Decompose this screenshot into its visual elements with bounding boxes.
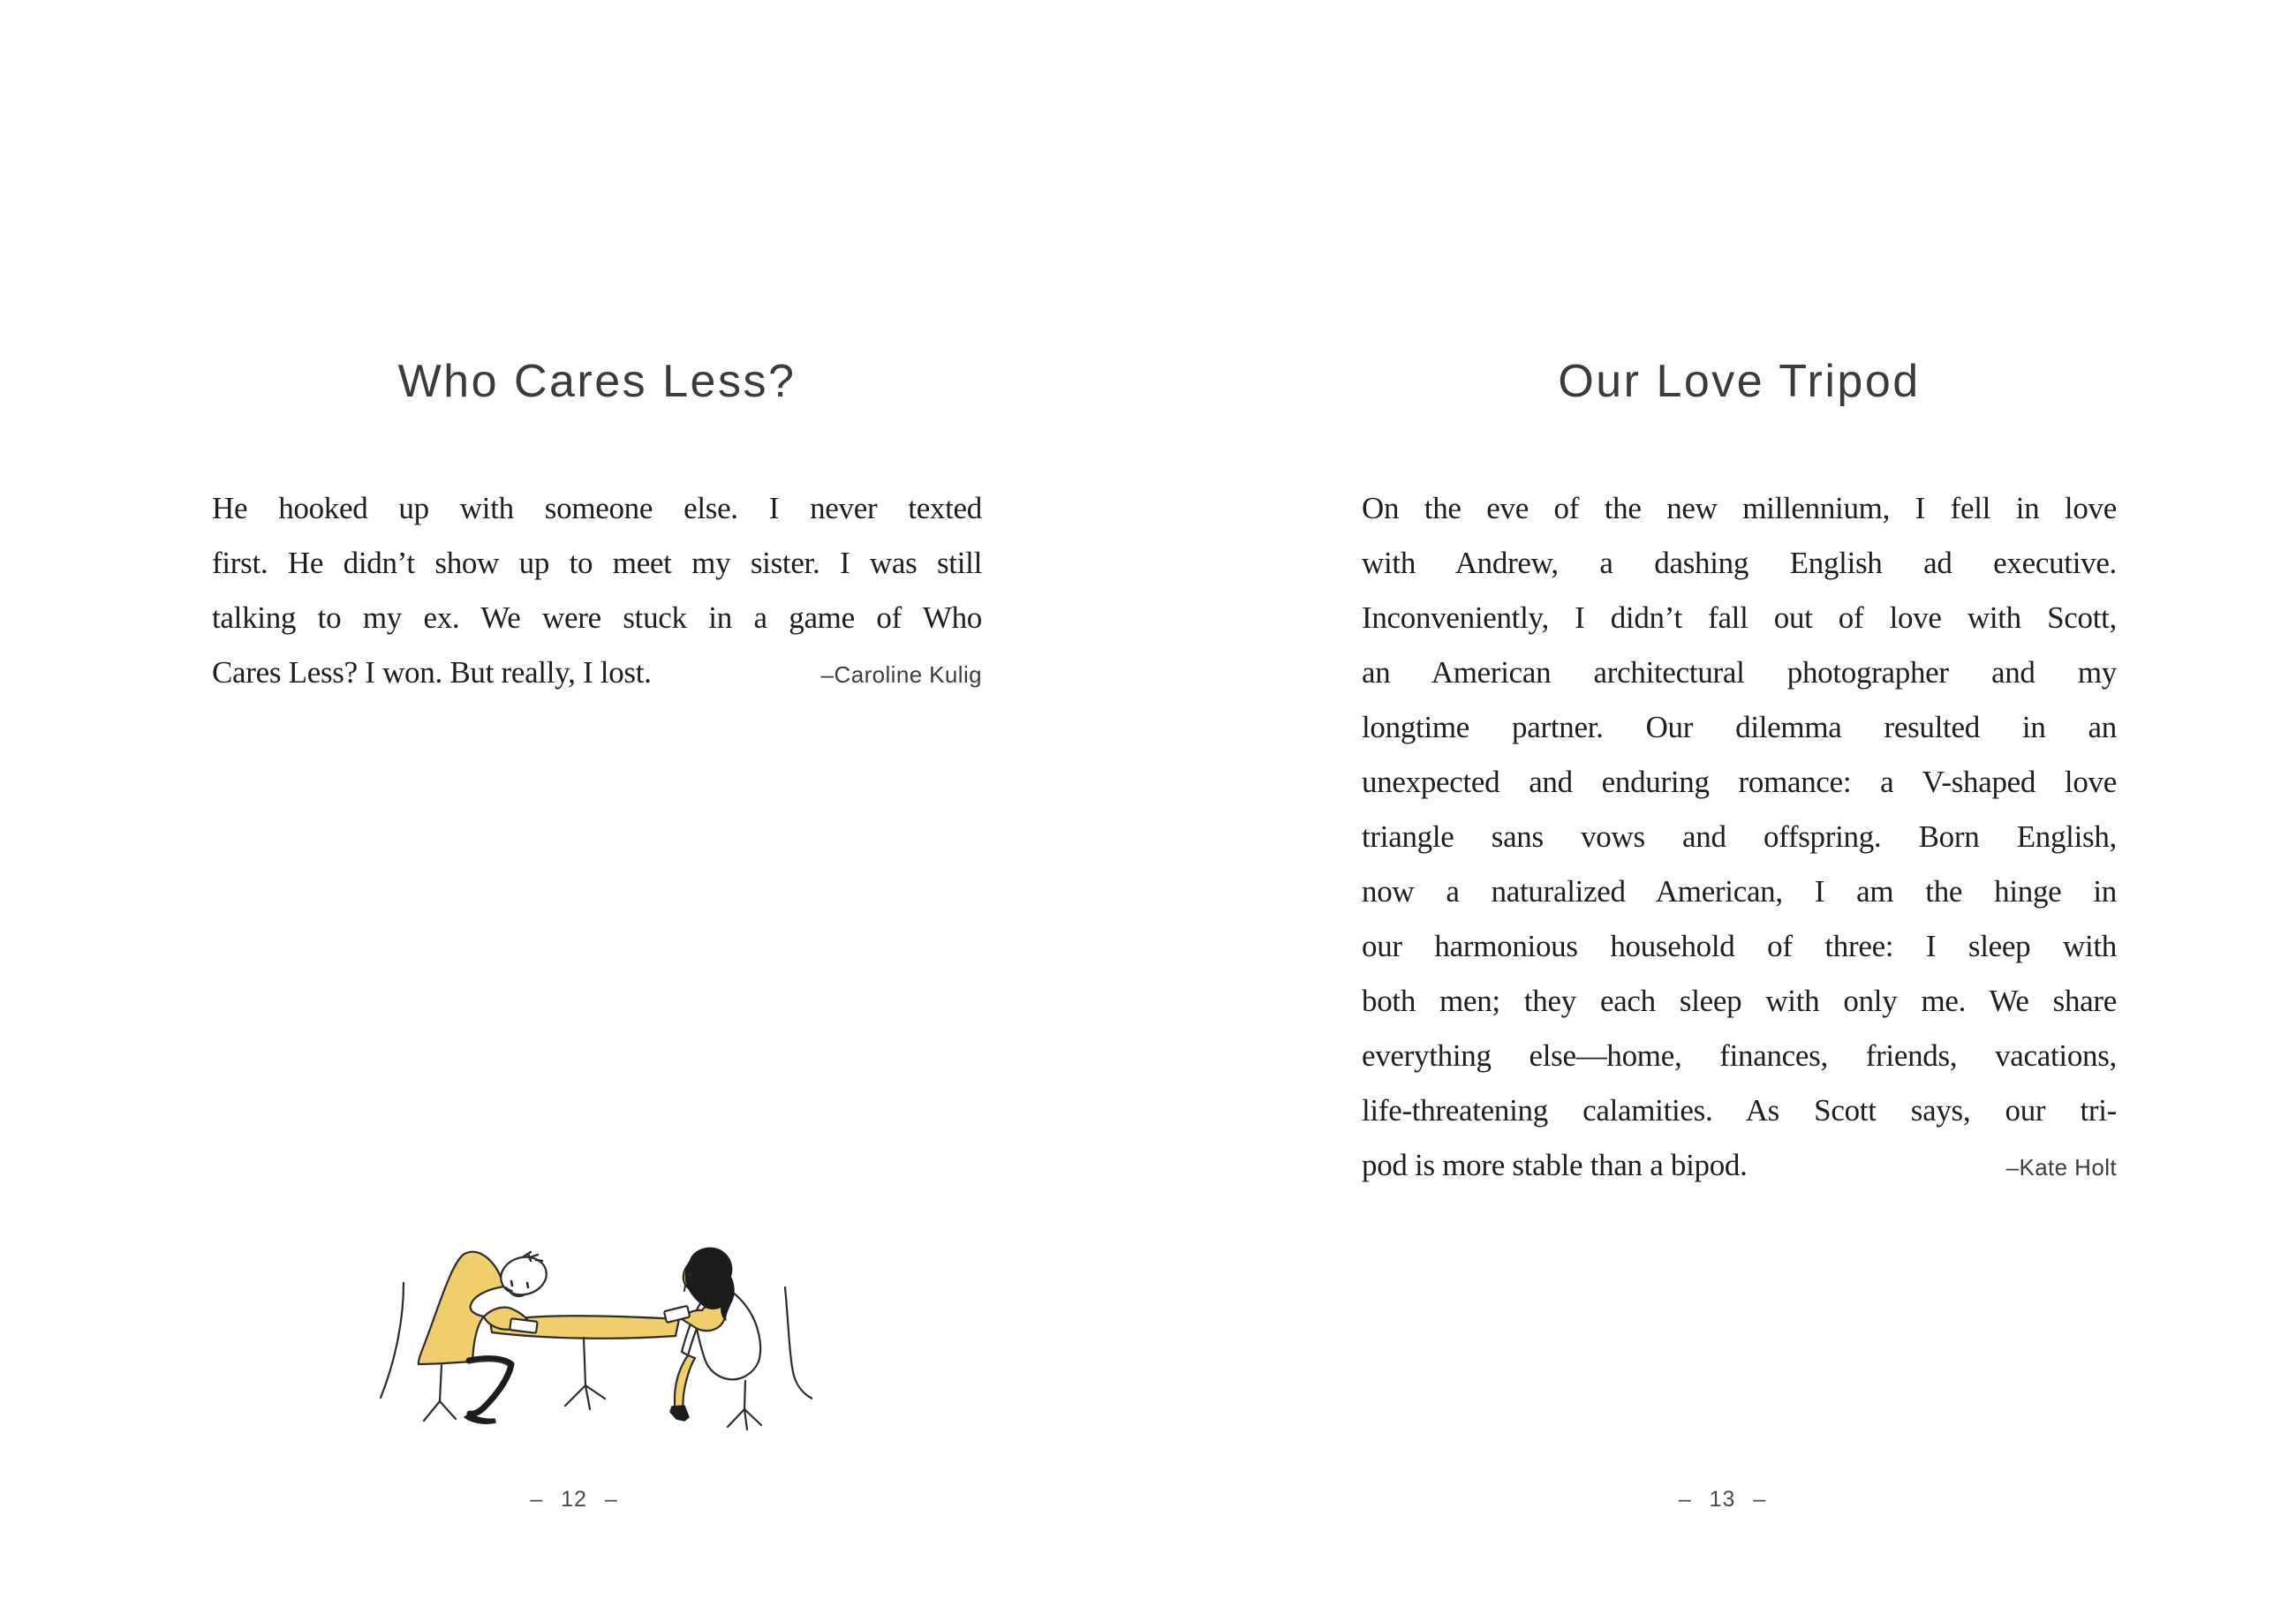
body-line: an American architectural photographer and my: [1362, 655, 2117, 690]
left-page-title: Who Cares Less?: [397, 356, 797, 407]
author-attribution: –Caroline Kulig: [820, 661, 982, 688]
woman-eye: [688, 1272, 691, 1276]
man-leg: [469, 1359, 511, 1415]
body-line: both men; they each sleep with only me. We share: [1362, 984, 2117, 1018]
right-page-paragraph: [1362, 481, 2117, 1193]
woman-mouth: [684, 1285, 685, 1291]
couple-at-table-illustration: [371, 1233, 812, 1464]
woman-leg: [675, 1355, 695, 1408]
woman-boot: [670, 1406, 689, 1421]
man-body: [419, 1252, 504, 1364]
man-shoe: [464, 1414, 495, 1423]
body-line: talking to my ex. We were stuck in a game of Who: [212, 600, 982, 635]
body-line: On the eve of the new millennium, I fell in love: [1362, 491, 2117, 525]
body-line: triangle sans vows and offspring. Born English,: [1362, 819, 2117, 854]
left-page-number: – 12 –: [530, 1487, 618, 1512]
right-chair-back: [785, 1287, 812, 1399]
man-phone: [510, 1318, 537, 1333]
body-line: life-threatening calamities. As Scott says, our tri-: [1362, 1093, 2117, 1128]
left-chair-back: [381, 1283, 404, 1398]
body-line: unexpected and enduring romance: a V-shaped love: [1362, 765, 2117, 799]
table-pedestal: [565, 1338, 605, 1409]
right-page-title: Our Love Tripod: [1558, 356, 1921, 407]
body-line: longtime partner. Our dilemma resulted in an: [1362, 710, 2117, 744]
body-line: now a naturalized American, I am the hinge in: [1362, 874, 2117, 909]
body-line: everything else—home, finances, friends, vacations,: [1362, 1038, 2117, 1073]
left-stool: [424, 1365, 456, 1421]
body-line: pod is more stable than a bipod.: [1362, 1148, 1748, 1182]
body-last-line: [1362, 1138, 2117, 1193]
man-head: [497, 1252, 551, 1299]
body-line: with Andrew, a dashing English ad executive.: [1362, 546, 2117, 580]
left-page-paragraph: [212, 481, 982, 700]
author-attribution: –Kate Holt: [2005, 1154, 2117, 1181]
body-line: He hooked up with someone else. I never texted: [212, 491, 982, 525]
body-line: our harmonious household of three: I sleep with: [1362, 929, 2117, 963]
couple-at-table-illustration-svg: [371, 1233, 812, 1464]
body-last-line: [212, 645, 982, 700]
body-line: Inconveniently, I didn’t fall out of love with Scott,: [1362, 600, 2117, 635]
body-line: Cares Less? I won. But really, I lost.: [212, 655, 652, 690]
right-stool: [728, 1381, 761, 1430]
body-line: first. He didn’t show up to meet my sister. I was still: [212, 546, 982, 580]
right-page-number: – 13 –: [1678, 1487, 1767, 1512]
